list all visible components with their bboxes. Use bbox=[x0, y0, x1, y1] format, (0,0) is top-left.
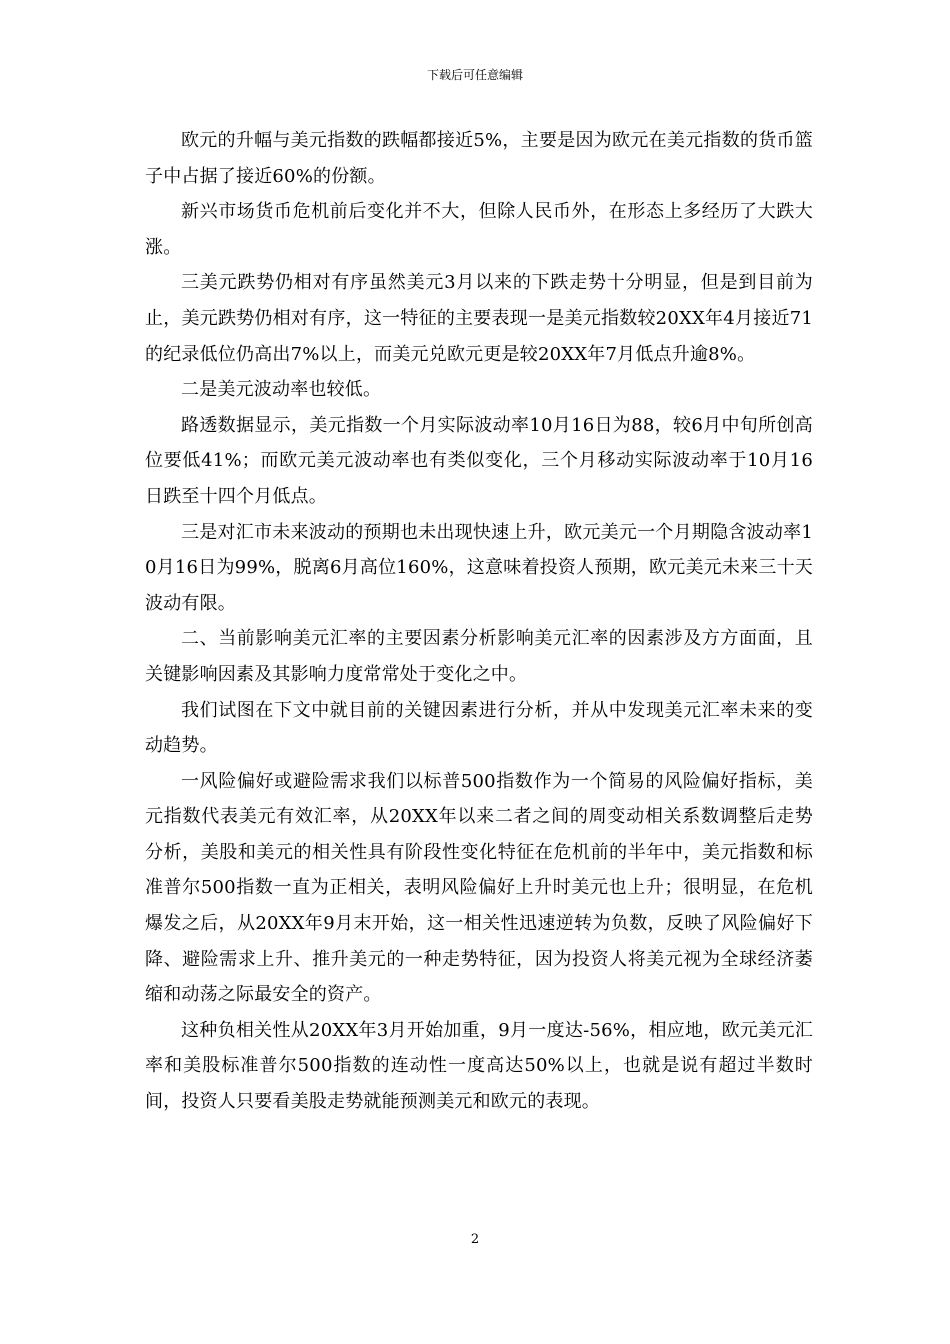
paragraph: 欧元的升幅与美元指数的跌幅都接近5%，主要是因为欧元在美元指数的货币篮子中占据了接近60%的份额。 bbox=[145, 130, 813, 187]
paragraph: 二是美元波动率也较低。 bbox=[181, 379, 382, 401]
paragraph: 三美元跌势仍相对有序虽然美元3月以来的下跌走势十分明显，但是到目前为止，美元跌势仍相对有序，这一特征的主要表现一是美元指数较20XX年4月接近71的纪录低位仍高出7%以上，而美元兑欧元更是较20XX年7月低点升逾8%。 bbox=[145, 272, 813, 365]
page-number: 2 bbox=[470, 1232, 480, 1247]
paragraph: 三是对汇市未来波动的预期也未出现快速上升，欧元美元一个月期隐含波动率10月16日为99%，脱离6月高位160%，这意味着投资人预期，欧元美元未来三十天波动有限。 bbox=[145, 521, 813, 614]
paragraph: 路透数据显示，美元指数一个月实际波动率10月16日为88，较6月中旬所创高位要低41%；而欧元美元波动率也有类似变化，三个月移动实际波动率于10月16日跌至十四个月低点。 bbox=[145, 414, 813, 507]
paragraph: 这种负相关性从20XX年3月开始加重，9月一度达-56%，相应地，欧元美元汇率和美股标准普尔500指数的连动性一度高达50%以上，也就是说有超过半数时间，投资人只要看美股走势就能预测美元和欧元的表现。 bbox=[145, 1019, 813, 1113]
paragraph: 新兴市场货币危机前后变化并不大，但除人民币外，在形态上多经历了大跌大涨。 bbox=[145, 201, 813, 258]
page-header-note: 下载后可任意编辑 bbox=[426, 68, 523, 82]
paragraph: 我们试图在下文中就目前的关键因素进行分析，并从中发现美元汇率未来的变动趋势。 bbox=[145, 699, 813, 757]
paragraph: 一风险偏好或避险需求我们以标普500指数作为一个简易的风险偏好指标，美元指数代表美元有效汇率，从20XX年以来二者之间的周变动相关系数调整后走势分析，美股和美元的相关性具有阶段性变化特征在危机前的半年中，美元指数和标准普尔500指数一直为正相关，表明风险偏好上升时美元也上升；很明显，在危机爆发之后，从20XX年9月末开始，这一相关性迅速逆转为负数，反映了风险偏好下降、避险需求上升、推升美元的一种走势特征，因为投资人将美元视为全球经济萎缩和动荡之际最安全的资产。 bbox=[145, 770, 813, 1006]
paragraph: 二、当前影响美元汇率的主要因素分析影响美元汇率的因素涉及方方面面，且关键影响因素及其影响力度常常处于变化之中。 bbox=[145, 628, 813, 685]
document-body bbox=[145, 123, 813, 1120]
